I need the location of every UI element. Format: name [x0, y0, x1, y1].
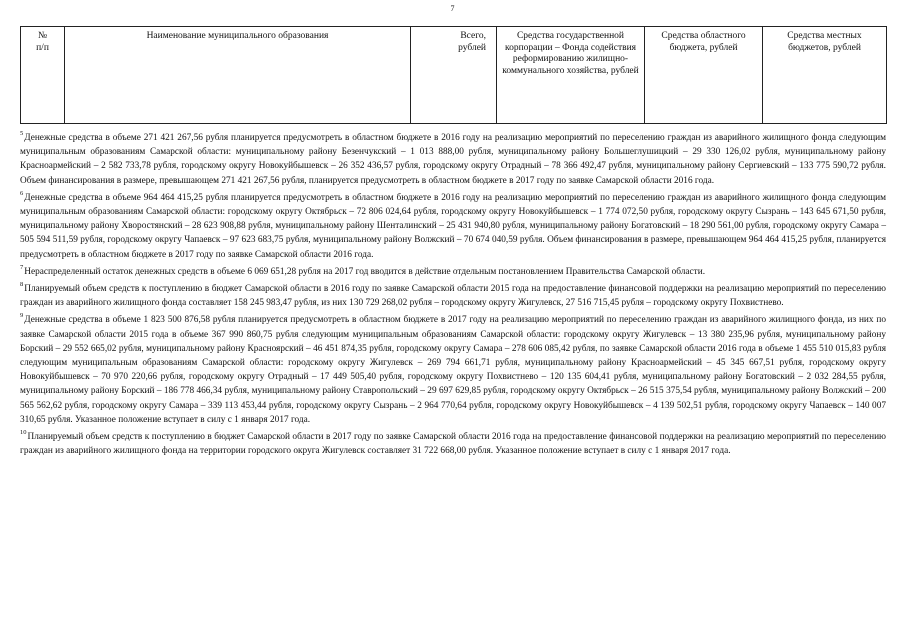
footnote	[20, 191, 886, 262]
col-header-local-budgets	[763, 27, 887, 124]
footnote-mark: 5	[20, 130, 24, 137]
footnote	[20, 430, 886, 458]
col-header-local-budgets-text: Средства местных бюджетов, рублей	[787, 31, 862, 53]
footnote-mark: 8	[20, 281, 24, 289]
funding-table-header	[20, 26, 887, 124]
footnote-text: Планируемый объем средств к поступлению в бюджет Самарской области в 2017 году по заявке Самарской области 2016 года на предоставление финансовой поддержки на реализацию мероприятий по переселению граждан из аварийного жилищного фонда на территории городского округа Жигулевск составляет 31 722 668,00 рубля. Указанное положение вступает в силу с 1 января 2017 года.	[20, 432, 886, 457]
footnote-text: Планируемый объем средств к поступлению в бюджет Самарской области в 2016 году по заявке Самарской области 2015 года на предоставление финансовой поддержки на реализацию мероприятий по переселению граждан из аварийного жилищного фонда составляет 158 245 983,47 рубля, из них 130 729 268,02 рубля – городскому округу Жигулевск, 27 516 715,45 рубля – городскому округу Похвистнево.	[20, 284, 886, 309]
footnote-text: Денежные средства в объеме 964 464 415,25 рубля планируется предусмотреть в областном бюджете в 2016 году на реализацию мероприятий по переселению граждан из аварийного жилищного фонда следующим муниципальным образованиям Самарской области: городскому округу Октябрьск – 72 806 024,64 рубля, городскому округу Новокуйбышевск – 1 774 072,50 рубля, городскому округу Сызрань – 143 645 671,50 рубля, муниципальному району Хворостянский – 28 623 908,88 рубля, муниципальному району Шенталинский – 25 431 940,80 рубля, муниципальному району Богатовский – 18 290 561,00 рубля, городскому округу Самара – 505 594 511,59 рубля, городскому округу Чапаевск – 97 623 683,75 рубля, муниципальному району Волжский – 70 674 040,59 рубля. Объем финансирования в размере, превышающем 964 464 415,25 рубля, планируется предусмотреть в областном бюджете в 2017 году по заявке Самарской области 2016 года.	[20, 192, 886, 260]
footnote-text: Денежные средства в объеме 271 421 267,56 рубля планируется предусмотреть в областном бюджете в 2016 году на реализацию мероприятий по переселению граждан из аварийного жилищного фонда следующим муниципальным образованиям Самарской области: муниципальному району Безенчукский – 1 013 888,00 рубля, муниципальному району Большеглушицкий – 29 330 126,02 рубля, муниципальному району Красноармейский – 2 582 733,78 рубля, городскому округу Новокуйбышевск – 26 352 436,57 рубля, городскому округу Отрадный – 78 366 492,47 рубля, муниципальному району Сергиевский – 133 775 590,72 рубля. Объем финансирования в размере, превышающем 271 421 267,56 рубля, планируется предусмотреть в областном бюджете в 2017 году по заявке Самарской области 2016 года.	[20, 133, 886, 186]
footnote	[20, 313, 886, 427]
col-header-municipality	[65, 27, 411, 124]
col-header-fund-text: Средства государственной корпорации – Фонда содействия реформированию жилищно-коммунального хозяйства, рублей	[502, 31, 639, 76]
footnotes-section	[20, 131, 886, 461]
col-header-regional-budget	[645, 27, 763, 124]
col-header-regional-budget-text: Средства областного бюджета, рублей	[661, 31, 746, 53]
page-number: 7	[450, 4, 455, 13]
footnote	[20, 265, 886, 279]
footnote-mark: 7	[20, 263, 24, 271]
footnote-mark: 9	[20, 312, 24, 320]
footnote-mark: 6	[20, 189, 24, 197]
col-header-municipality-text: Наименование муниципального образования	[146, 31, 329, 41]
footnote-mark: 10	[20, 429, 27, 437]
footnote	[20, 282, 886, 310]
col-header-number	[21, 27, 65, 124]
col-header-total	[411, 27, 497, 124]
footnote-text: Нераспределенный остаток денежных средств в объеме 6 069 651,28 рубля на 2017 год вводится в действие отдельным постановлением Правительства Самарской области.	[24, 266, 706, 277]
footnote	[20, 131, 886, 188]
col-header-fund	[497, 27, 645, 124]
footnote-text: Денежные средства в объеме 1 823 500 876,58 рубля планируется предусмотреть в областном бюджете в 2017 году на реализацию мероприятий по переселению граждан из аварийного жилищного фонда, из них по заявке Самарской области 2015 года в объеме 367 990 860,75 рубля следующим муниципальным образованиям Самарской области: городскому округу Жигулевск – 13 380 235,96 рубля, муниципальному району Борский – 29 552 665,02 рубля, муниципальному району Красноярский – 46 451 874,35 рубля, городскому округу Самара – 278 606 085,42 рубля, по заявке Самарской области 2016 года в объеме 1 455 510 015,83 рубля следующим муниципальным образованиям Самарской области: городскому округу Жигулевск – 269 794 661,71 рубля, муниципальному району Красноармейский – 45 345 667,51 рубля, городскому округу Новокуйбышевск – 70 970 220,66 рубля, городскому округу Отрадный – 17 449 505,40 рубля, городскому округу Похвистнево – 120 135 604,41 рубля, муниципальному району Богатовский – 2 032 284,55 рубля, муниципальному району Борский – 186 778 466,34 рубля, муниципальному району Ставропольский – 29 697 629,85 рубля, городскому округу Октябрьск – 26 515 375,54 рубля, муниципальному району Волжский – 200 565 562,62 рубля, городскому округу Самара – 339 113 453,44 рубля, городскому округу Сызрань – 2 964 770,64 рубля, городскому округу Новокуйбышевск – 4 139 502,51 рубля, городскому округу Чапаевск – 140 007 310,65 рубля. Указанное положение вступает в силу с 1 января 2017 года.	[20, 315, 886, 425]
table-header-row	[21, 27, 887, 124]
col-header-number-text: № п/п	[36, 31, 49, 53]
col-header-total-text: Всего, рублей	[458, 31, 486, 53]
